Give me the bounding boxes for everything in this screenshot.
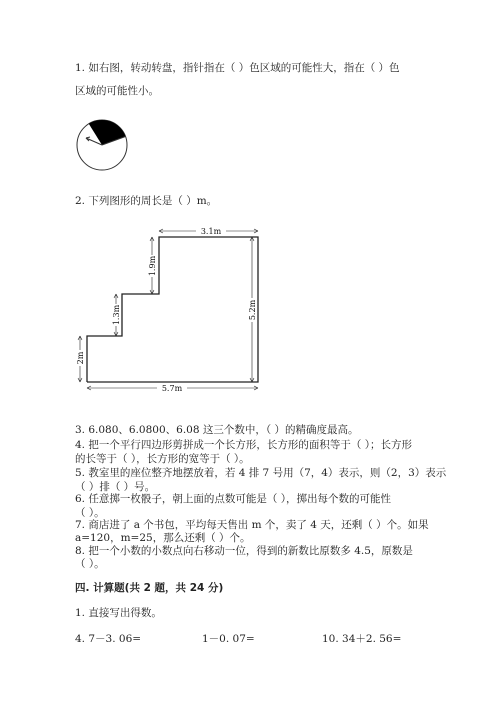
question-7-line-1: 7. 商店进了 a 个书包，平均每天售出 m 个，卖了 4 天，还剩（ ）个。如果 — [75, 519, 429, 531]
question-8-line-2: （ ）。 — [75, 558, 105, 570]
dim-bottom-label: 5.7m — [161, 384, 183, 393]
dim-left-label: 2m — [76, 351, 85, 365]
section-4-heading: 四. 计算题(共 2 题，共 24 分) — [75, 582, 224, 594]
dim-upper-step-label: 1.9m — [148, 255, 157, 277]
question-1-line-1: 1. 如右图，转动转盘，指针指在（ ）色区域的可能性大，指在（ ）色 — [75, 62, 400, 74]
question-2-text: 2. 下列图形的周长是（ ）m。 — [75, 195, 218, 207]
question-7-line-2: a=120，m=25，那么还剩（ ）个。 — [75, 532, 251, 544]
calc-expression-1: 4. 7－3. 06= — [75, 633, 142, 645]
question-6-line-2: （ ）。 — [75, 507, 105, 519]
section-4-subquestion-1: 1. 直接写出得数。 — [75, 607, 162, 619]
spinner-diagram — [74, 117, 130, 173]
question-4-line-1: 4. 把一个平行四边形剪拼成一个长方形，长方形的面积等于（ ）；长方形 — [75, 439, 412, 451]
question-5-line-1: 5. 教室里的座位整齐地摆放着，若 4 排 7 号用（7，4）表示，则（2，3）表示 — [75, 467, 447, 479]
question-1-line-2: 区域的可能性小。 — [75, 85, 159, 97]
calc-expression-2: 1－0. 07= — [202, 633, 255, 645]
staircase-figure — [70, 222, 270, 404]
dim-top-label: 3.1m — [200, 227, 222, 236]
question-3: 3. 6.080、6.0800、6.08 这三个数中，（ ）的精确度最高。 — [75, 424, 359, 436]
question-4-line-2: 的长等于（ ），长方形的宽等于（ ）。 — [75, 453, 250, 465]
dim-right-label: 5.2m — [248, 299, 257, 321]
question-8-line-1: 8. 把一个小数的小数点向右移动一位，得到的新数比原数多 4.5，原数是 — [75, 545, 413, 557]
calc-expression-3: 10. 34＋2. 56= — [322, 633, 402, 645]
question-5-line-2: （ ）排（ ）号。 — [75, 481, 156, 493]
dim-middle-step-label: 1.3m — [112, 304, 121, 326]
question-6-line-1: 6. 任意掷一枚骰子，朝上面的点数可能是（ ），掷出每个数的可能性 — [75, 493, 391, 505]
